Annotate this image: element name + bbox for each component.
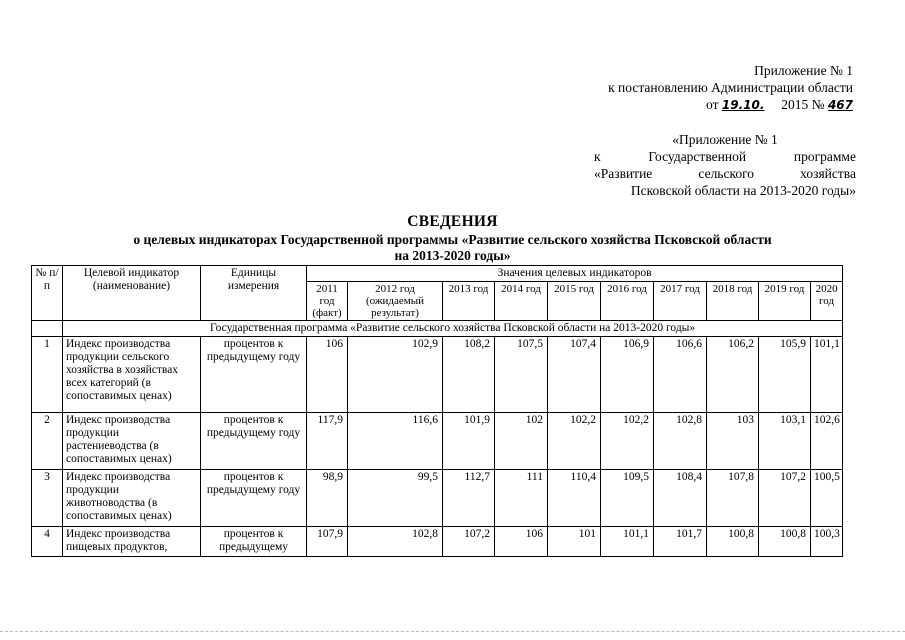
- row-value: 101,1: [811, 337, 843, 413]
- row-value: 111: [495, 470, 548, 527]
- row-indicator: Индекс производства продукции сельского хозяйства в хозяйствах всех категорий (в сопоставимых ценах): [63, 337, 201, 413]
- row-indicator: Индекс производства продукции животноводства (в сопоставимых ценах): [63, 470, 201, 527]
- row-unit: процентов к предыдущему году: [201, 337, 307, 413]
- row-value: 101,7: [654, 527, 707, 557]
- year-header: 2018 год: [707, 282, 759, 321]
- word: Государственной: [648, 149, 747, 164]
- row-value: 106,9: [601, 337, 654, 413]
- year-header: 2012 год (ожидаемый результат): [348, 282, 443, 321]
- table-row: [32, 337, 843, 413]
- row-value: 102,2: [548, 413, 601, 470]
- program-row-num: [32, 321, 63, 337]
- word: хозяйства: [800, 166, 856, 181]
- row-value: 109,5: [601, 470, 654, 527]
- row-value: 105,9: [759, 337, 811, 413]
- row-value: 107,2: [759, 470, 811, 527]
- document-subtitle-line2: на 2013-2020 годы»: [394, 248, 511, 263]
- year-header: 2011 год (факт): [307, 282, 348, 321]
- row-num: 4: [32, 527, 63, 557]
- row-value: 102,9: [348, 337, 443, 413]
- program-row: [32, 321, 843, 337]
- row-num: 2: [32, 413, 63, 470]
- document-subtitle-line1: о целевых индикаторах Государственной программы «Развитие сельского хозяйства Псковской области: [133, 232, 772, 247]
- word: программе: [793, 149, 856, 164]
- document-title: СВЕДЕНИЯ: [407, 213, 498, 230]
- row-value: 107,5: [495, 337, 548, 413]
- row-indicator: Индекс производства пищевых продуктов,: [63, 527, 201, 557]
- row-value: 101,9: [443, 413, 495, 470]
- row-num: 3: [32, 470, 63, 527]
- appendix-title: Приложение № 1: [754, 63, 853, 78]
- row-value: 112,7: [443, 470, 495, 527]
- handwritten-date: 19.10.: [721, 98, 765, 112]
- row-value: 106,2: [707, 337, 759, 413]
- row-value: 107,8: [707, 470, 759, 527]
- row-value: 116,6: [348, 413, 443, 470]
- row-indicator: Индекс производства продукции растениеводства (в сопоставимых ценах): [63, 413, 201, 470]
- row-num: 1: [32, 337, 63, 413]
- row-unit: процентов к предыдущему году: [201, 413, 307, 470]
- table-row: [32, 527, 843, 557]
- row-value: 103: [707, 413, 759, 470]
- row-value: 107,9: [307, 527, 348, 557]
- row-value: 98,9: [307, 470, 348, 527]
- year-header: 2013 год: [443, 282, 495, 321]
- row-value: 103,1: [759, 413, 811, 470]
- row-value: 110,4: [548, 470, 601, 527]
- row-value: 117,9: [307, 413, 348, 470]
- row-value: 108,2: [443, 337, 495, 413]
- from-label: от: [706, 97, 719, 112]
- row-value: 107,2: [443, 527, 495, 557]
- year-number-label: 2015 №: [781, 97, 825, 112]
- program-appendix-line3: [594, 165, 856, 182]
- row-value: 102,8: [654, 413, 707, 470]
- page-edge-divider: [0, 631, 905, 632]
- row-value: 102,8: [348, 527, 443, 557]
- row-value: 102: [495, 413, 548, 470]
- handwritten-number: 467: [827, 98, 853, 112]
- row-value: 101,1: [601, 527, 654, 557]
- program-row-title: Государственная программа «Развитие сельского хозяйства Псковской области на 2013-2020 годы»: [63, 321, 843, 337]
- year-header: 2020 год: [811, 282, 843, 321]
- appendix-date-line: [553, 96, 853, 114]
- row-value: 101: [548, 527, 601, 557]
- header-row-1: [32, 266, 843, 282]
- row-value: 100,8: [759, 527, 811, 557]
- row-value: 107,4: [548, 337, 601, 413]
- row-unit: процентов к предыдущему: [201, 527, 307, 557]
- program-appendix-block: [594, 131, 856, 199]
- year-header: 2016 год: [601, 282, 654, 321]
- year-header: 2015 год: [548, 282, 601, 321]
- row-value: 102,2: [601, 413, 654, 470]
- appendix-resolution-line: к постановлению Администрации области: [608, 80, 853, 95]
- row-value: 99,5: [348, 470, 443, 527]
- row-value: 100,5: [811, 470, 843, 527]
- row-value: 100,3: [811, 527, 843, 557]
- program-appendix-line2: [594, 148, 856, 165]
- year-header: 2019 год: [759, 282, 811, 321]
- row-value: 108,4: [654, 470, 707, 527]
- table-row: [32, 470, 843, 527]
- row-value: 102,6: [811, 413, 843, 470]
- year-header: 2017 год: [654, 282, 707, 321]
- header-indicator: Целевой индикатор (наименование): [63, 266, 201, 321]
- indicators-table: [31, 265, 843, 557]
- program-appendix-title: «Приложение № 1: [672, 132, 778, 147]
- header-num: № п/п: [32, 266, 63, 321]
- header-unit: Единицы измерения: [201, 266, 307, 321]
- year-header: 2014 год: [495, 282, 548, 321]
- header-values: Значения целевых индикаторов: [307, 266, 843, 282]
- row-value: 100,8: [707, 527, 759, 557]
- row-value: 106,6: [654, 337, 707, 413]
- row-unit: процентов к предыдущему году: [201, 470, 307, 527]
- program-appendix-line4: Псковской области на 2013-2020 годы»: [630, 183, 856, 198]
- word: к: [594, 149, 601, 164]
- row-value: 106: [307, 337, 348, 413]
- word: «Развитие: [594, 166, 653, 181]
- word: сельского: [698, 166, 755, 181]
- table-row: [32, 413, 843, 470]
- appendix-header: [553, 62, 853, 114]
- row-value: 106: [495, 527, 548, 557]
